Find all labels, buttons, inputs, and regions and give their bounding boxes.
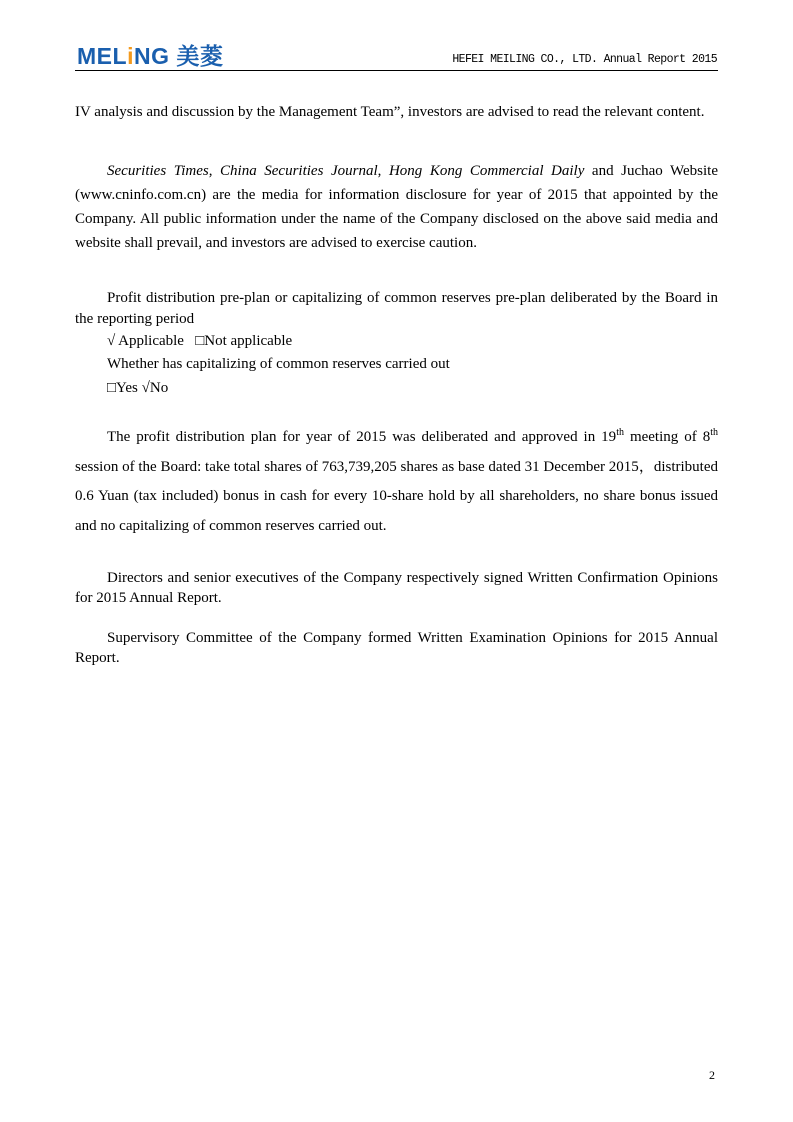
text: The profit distribution plan for year of 2015 was deliberated and approved in 19	[107, 429, 617, 445]
page-number: 2	[709, 1068, 715, 1082]
paragraph-supervisory: Supervisory Committee of the Company formed Written Examination Opinions for 2015 Annual Report.	[75, 630, 718, 666]
header-rule	[75, 70, 718, 71]
paragraph-directors: Directors and senior executives of the Company respectively signed Written Confirmation Opinions for 2015 Annual Report.	[75, 570, 718, 606]
paragraph-profit-preplan: Profit distribution pre-plan or capitalizing of common reserves pre-plan deliberated by the Board in the reporting period	[75, 290, 718, 327]
paragraph-profit-plan	[75, 423, 718, 541]
media-text: and Juchao Website (www.cninfo.com.cn) are the media for information disclosure for year of 2015 that appointed by the Company. All public information under the name of the Company disclosed on the above said media and website shall prevail, and investors are advised to exercise caution.	[75, 163, 719, 251]
media-2: China Securities Journal	[220, 163, 378, 179]
applicable-checkbox-line: √ Applicable □Not applicable	[107, 333, 293, 349]
header-title: HEFEI MEILING CO., LTD. Annual Report 2015	[452, 53, 717, 66]
superscript: th	[710, 427, 718, 438]
text: meeting of 8	[623, 429, 711, 445]
capitalizing-question: Whether has capitalizing of common reserves carried out	[107, 356, 450, 372]
superscript: th	[616, 427, 624, 438]
yes-no-checkbox-line: □Yes √No	[107, 380, 169, 396]
paragraph-1: IV analysis and discussion by the Management Team”, investors are advised to read the relevant content.	[75, 104, 705, 120]
meiling-logo: MELiNG 美菱	[77, 43, 224, 69]
media-3: Hong Kong Commercial Daily	[388, 163, 585, 179]
paragraph-media: Securities Times, China Securities Journal, Hong Kong Commercial Daily and Juchao Website (www.cninfo.com.cn) are the media for information disclosure for year of 2015 that appointed by the Company. All public information under the name of the Company disclosed on the above said media and website shall prevail, and investors are advised to exercise caution.	[75, 163, 719, 251]
text: session of the Board: take total shares of 763,739,205 shares as base dated 31 December 2015，distributed 0.6 Yuan (tax included) bonus in cash for every 10-share hold by all shareholders, no share bonus issued and no capitalizing of common reserves carried out.	[75, 458, 718, 534]
media-1: Securities Times	[107, 163, 209, 179]
